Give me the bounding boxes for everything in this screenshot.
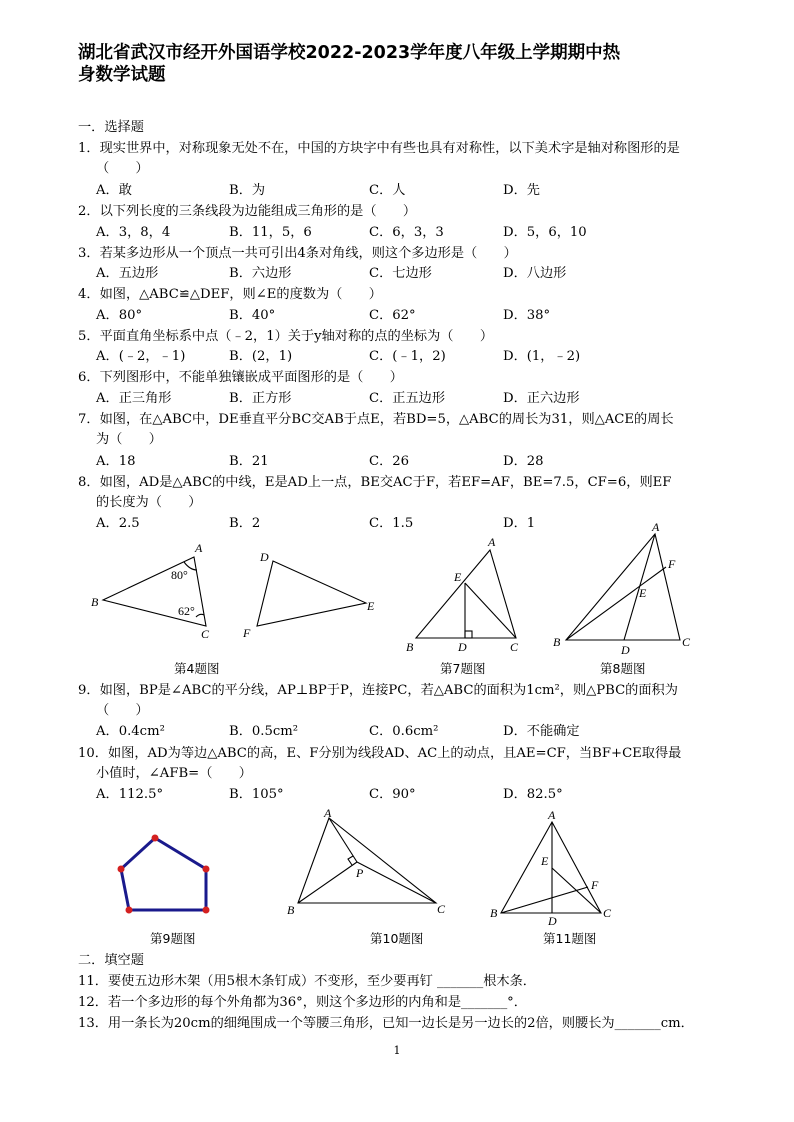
q5-option-c: C．(﹣1，2) [369, 349, 446, 364]
fig4-angle-c-value: 62° [178, 604, 195, 618]
q10-option-c: C．90° [369, 787, 416, 802]
q5-option-d: D．(1，﹣2) [503, 349, 581, 364]
question-7-text: 7．如图，在△ABC中，DE垂直平分BC交AB于点E，若BD=5，△ABC的周长为31，则△ACE的周长 [78, 412, 674, 427]
q2-option-a: A．3，8，4 [96, 225, 171, 240]
q9-option-d: D．不能确定 [503, 724, 580, 739]
fig7-label-a: A [488, 535, 496, 549]
q8-option-a: A．2.5 [96, 516, 140, 531]
fig8-label-f: F [668, 557, 676, 571]
fig4-label-c: C [201, 627, 210, 641]
q2-option-d: D．5，6，10 [503, 225, 587, 240]
fig8-label-c: C [682, 635, 691, 649]
caption-figure-8: 第8题图 [600, 661, 646, 676]
fig11-label-e: E [541, 854, 549, 868]
q4-option-c: C．62° [369, 308, 416, 323]
q9-option-c: C．0.6cm² [369, 724, 439, 739]
q3-option-a: A．五边形 [96, 266, 159, 281]
caption-figure-4: 第4题图 [174, 661, 220, 676]
question-2-text: 2．以下列长度的三条线段为边能组成三角形的是（ ） [78, 204, 417, 219]
segment-bf [501, 887, 588, 913]
fig10-label-p: P [356, 866, 364, 880]
q8-option-b: B．2 [229, 516, 261, 531]
fig4-label-f: F [243, 626, 251, 640]
title-line-2: 身数学试题 [78, 65, 166, 85]
q5-option-a: A．(﹣2，﹣1) [96, 349, 186, 364]
fig10-label-c: C [437, 902, 446, 916]
fig11-label-d: D [548, 914, 557, 928]
fig4-label-b: B [91, 595, 99, 609]
q4-option-b: B．40° [229, 308, 276, 323]
q3-option-b: B．六边形 [229, 266, 292, 281]
fig4-label-e: E [367, 599, 375, 613]
question-6-text: 6．下列图形中，不能单独镶嵌成平面图形的是（ ） [78, 370, 403, 385]
question-8-text: 8．如图，AD是△ABC的中线，E是AD上一点，BE交AC于F，若EF=AF，BE=7.5，CF=6，则EF [78, 475, 672, 490]
q8-option-c: C．1.5 [369, 516, 414, 531]
q4-option-a: A．80° [96, 308, 143, 323]
q7-option-b: B．21 [229, 454, 269, 469]
fig11-label-b: B [490, 906, 498, 920]
q9-option-b: B．0.5cm² [229, 724, 299, 739]
question-7-text-cont: 为（ ） [96, 432, 162, 447]
page-number: 1 [393, 1044, 401, 1057]
q6-option-a: A．正三角形 [96, 391, 172, 406]
question-4-text: 4．如图，△ABC≌△DEF，则∠E的度数为（ ） [78, 287, 382, 302]
fig7-label-b: B [406, 640, 414, 654]
question-11-text: 11．要使五边形木架（用5根木条钉成）不变形，至少要再钉 _______根木条． [78, 974, 536, 989]
question-9-bracket: （ ） [96, 703, 149, 718]
q9-option-a: A．0.4cm² [96, 724, 165, 739]
q6-option-b: B．正方形 [229, 391, 292, 406]
caption-figure-10: 第10题图 [370, 931, 424, 946]
fig7-label-c: C [510, 640, 519, 654]
fig8-label-a: A [652, 520, 660, 534]
q2-option-b: B．11，5，6 [229, 225, 312, 240]
fig11-label-f: F [591, 878, 599, 892]
question-1-text: 1．现实世界中，对称现象无处不在，中国的方块字中有些也具有对称性，以下美术字是轴对称图形的是 [78, 141, 680, 156]
question-3-text: 3．若某多边形从一个顶点一共可引出4条对角线，则这个多边形是（ ） [78, 246, 517, 261]
fig11-label-a: A [548, 808, 556, 822]
question-1-bracket: （ ） [96, 161, 149, 176]
caption-figure-11: 第11题图 [543, 931, 597, 946]
question-5-text: 5．平面直角坐标系中点（﹣2，1）关于y轴对称的点的坐标为（ ） [78, 329, 494, 344]
fig8-label-b: B [553, 635, 561, 649]
q3-option-d: D．八边形 [503, 266, 567, 281]
fig10-label-a: A [324, 806, 332, 820]
q1-option-d: D．先 [503, 183, 540, 198]
q8-option-d: D．1 [503, 516, 536, 531]
q7-option-d: D．28 [503, 454, 544, 469]
question-10-text: 10．如图，AD为等边△ABC的高，E、F分别为线段AD、AC上的动点，且AE=CF，当BF+CE取得最 [78, 746, 682, 761]
fig8-label-e: E [639, 586, 647, 600]
fig7-label-e: E [454, 570, 462, 584]
q7-option-a: A．18 [96, 454, 136, 469]
q6-option-d: D．正六边形 [503, 391, 580, 406]
q1-option-a: A．敢 [96, 183, 132, 198]
fig4-label-a: A [195, 541, 203, 555]
title-line-1: 湖北省武汉市经开外国语学校2022-2023学年度八年级上学期期中热 [78, 43, 621, 63]
q10-option-a: A．112.5° [96, 787, 164, 802]
fig8-label-d: D [621, 643, 630, 657]
fig11-label-c: C [603, 906, 612, 920]
question-9-text: 9．如图，BP是∠ABC的平分线，AP⊥BP于P，连接PC，若△ABC的面积为1cm²，则△PBC的面积为 [78, 683, 678, 698]
q1-option-b: B．为 [229, 183, 266, 198]
caption-figure-9: 第9题图 [150, 931, 196, 946]
q6-option-c: C．正五边形 [369, 391, 446, 406]
q2-option-c: C．6，3，3 [369, 225, 444, 240]
question-10-text-cont: 小值时，∠AFB=（ ） [96, 766, 252, 781]
section-fill-heading: 二．填空题 [78, 953, 144, 968]
question-8-text-cont: 的长度为（ ） [96, 495, 202, 510]
caption-figure-7: 第7题图 [440, 661, 486, 676]
fig4-angle-a-value: 80° [171, 568, 188, 582]
question-12-text: 12．若一个多边形的每个外角都为36°，则这个多边形的内角和是_______°． [78, 995, 527, 1010]
section-choice-heading: 一．选择题 [78, 120, 144, 135]
fig4-label-d: D [260, 550, 269, 564]
q10-option-b: B．105° [229, 787, 284, 802]
q4-option-d: D．38° [503, 308, 551, 323]
q3-option-c: C．七边形 [369, 266, 432, 281]
q7-option-c: C．26 [369, 454, 410, 469]
q1-option-c: C．人 [369, 183, 406, 198]
fig7-label-d: D [458, 640, 467, 654]
q10-option-d: D．82.5° [503, 787, 563, 802]
fig10-label-b: B [287, 903, 295, 917]
q5-option-b: B．(2，1) [229, 349, 293, 364]
question-13-text: 13．用一条长为20cm的细绳围成一个等腰三角形，已知一边长是另一边长的2倍，则腰长为_______cm． [78, 1016, 694, 1031]
